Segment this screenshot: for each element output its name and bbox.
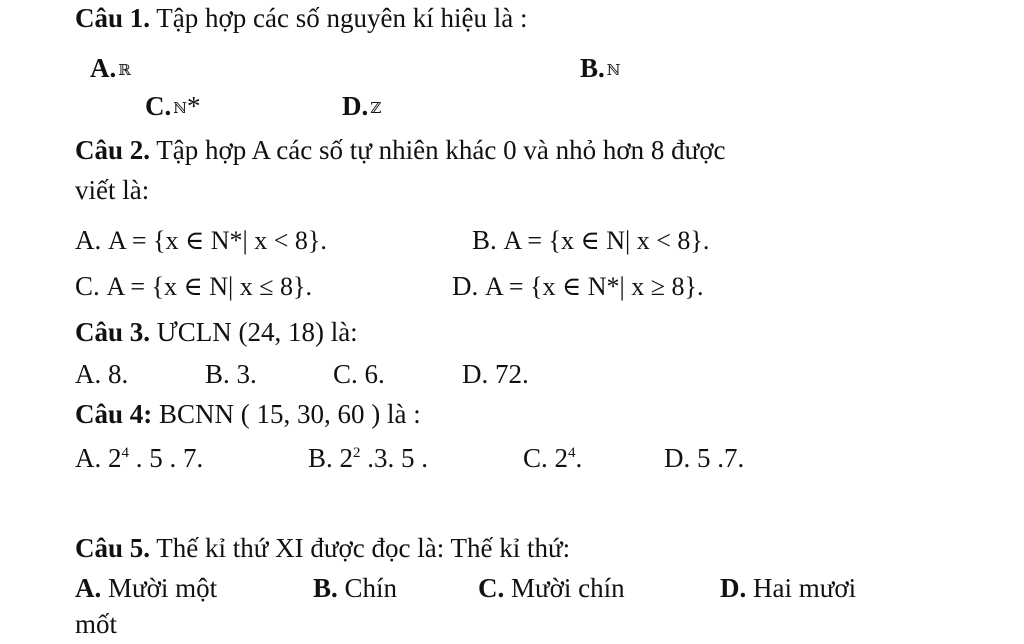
- q4-option-b-base: B. 2: [308, 443, 354, 473]
- q2-option-d-text: A = {x ∈ N*| x ≥ 8}.: [485, 272, 704, 301]
- q4-option-d[interactable]: [664, 442, 744, 474]
- q4-option-c[interactable]: [523, 442, 582, 474]
- q4-option-a[interactable]: [75, 442, 203, 474]
- q2-option-c-letter: C.: [75, 271, 100, 301]
- question-1-label: Câu 1.: [75, 3, 151, 33]
- q4-option-b-exponent: 2: [353, 445, 361, 461]
- q5-option-a-letter: A.: [75, 573, 102, 603]
- q5-option-a-text: Mười một: [108, 573, 218, 603]
- q2-option-a[interactable]: [75, 224, 327, 257]
- question-5-text: Thế kỉ thứ XI được đọc là: Thế kỉ thứ:: [156, 533, 571, 563]
- q5-option-b-text: Chín: [344, 573, 398, 603]
- q2-option-d[interactable]: [452, 270, 703, 303]
- question-3-label: Câu 3.: [75, 317, 151, 347]
- q1-option-d-letter: D.: [342, 91, 369, 121]
- q5-option-c-text: Mười chín: [511, 573, 625, 603]
- q4-option-d-text: D. 5 .7.: [664, 443, 745, 473]
- question-2-text-cont: viết là:: [75, 175, 150, 205]
- q4-option-b-rest: .3. 5 .: [360, 443, 429, 473]
- q1-option-c-letter: C.: [145, 91, 172, 121]
- q1-option-a-text: ℝ: [118, 63, 131, 79]
- q2-option-c[interactable]: [75, 270, 312, 303]
- q1-option-c-suffix: *: [186, 91, 201, 121]
- q5-option-a[interactable]: [75, 572, 217, 604]
- q2-option-c-text: A = {x ∈ N| x ≤ 8}.: [106, 272, 312, 301]
- question-2: [75, 134, 726, 166]
- q1-option-c[interactable]: [145, 90, 200, 125]
- q5-option-d-wrap: mốt: [75, 609, 118, 639]
- q1-option-a-letter: A.: [90, 53, 117, 83]
- q4-option-c-base: C. 2: [523, 443, 569, 473]
- q5-option-d[interactable]: [720, 572, 856, 604]
- q4-option-a-base: A. 2: [75, 443, 122, 473]
- question-4: [75, 398, 421, 430]
- q2-option-a-text: A = {x ∈ N*| x < 8}.: [108, 226, 327, 255]
- q1-option-b[interactable]: [580, 52, 620, 87]
- q3-option-c[interactable]: C. 6.: [333, 359, 385, 389]
- question-5: [75, 532, 570, 564]
- q3-option-b[interactable]: B. 3.: [205, 359, 257, 389]
- question-4-text: BCNN ( 15, 30, 60 ) là :: [159, 399, 421, 429]
- q4-option-b[interactable]: [308, 442, 428, 474]
- q2-option-b[interactable]: [472, 224, 709, 257]
- q2-option-d-letter: D.: [452, 271, 479, 301]
- q4-option-c-exponent: 4: [568, 445, 576, 461]
- q2-option-b-letter: B.: [472, 225, 497, 255]
- question-1-text: Tập hợp các số nguyên kí hiệu là :: [156, 3, 528, 33]
- q4-option-a-rest: . 5 . 7.: [129, 443, 204, 473]
- q3-option-a[interactable]: A. 8.: [75, 359, 129, 389]
- question-2-text: Tập hợp A các số tự nhiên khác 0 và nhỏ hơn 8 được: [156, 135, 726, 165]
- q1-option-b-text: ℕ: [606, 63, 621, 79]
- q1-option-c-text: ℕ: [173, 101, 187, 117]
- q4-option-c-rest: .: [575, 443, 583, 473]
- q5-option-b-letter: B.: [313, 573, 338, 603]
- question-3: [75, 316, 358, 348]
- q5-option-c-letter: C.: [478, 573, 505, 603]
- q1-option-d[interactable]: [342, 90, 381, 125]
- q1-option-a[interactable]: [90, 52, 131, 87]
- question-2-label: Câu 2.: [75, 135, 151, 165]
- q5-option-d-text: Hai mươi: [753, 573, 857, 603]
- question-5-label: Câu 5.: [75, 533, 151, 563]
- q5-option-d-letter: D.: [720, 573, 747, 603]
- question-4-label: Câu 4:: [75, 399, 153, 429]
- q5-option-c[interactable]: [478, 572, 625, 604]
- q2-option-b-text: A = {x ∈ N| x < 8}.: [503, 226, 710, 255]
- q5-option-b[interactable]: [313, 572, 397, 604]
- question-1: [75, 2, 527, 34]
- q3-option-d[interactable]: D. 72.: [462, 359, 529, 389]
- q1-option-d-text: ℤ: [370, 101, 382, 117]
- q2-option-a-letter: A.: [75, 225, 102, 255]
- q1-option-b-letter: B.: [580, 53, 605, 83]
- q4-option-a-exponent: 4: [121, 445, 129, 461]
- question-3-text: ƯCLN (24, 18) là:: [156, 317, 358, 347]
